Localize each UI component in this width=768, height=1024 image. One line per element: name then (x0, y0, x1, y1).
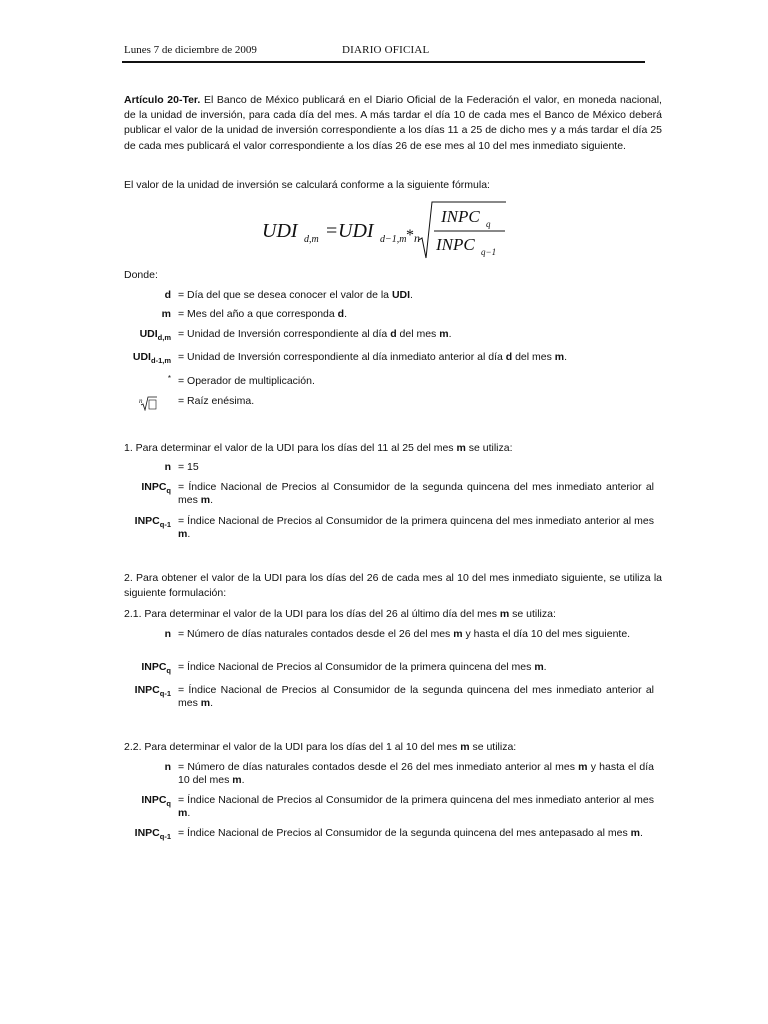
article-paragraph (124, 93, 662, 154)
formula-lhs: UDI (262, 220, 298, 242)
udi-formula (258, 198, 508, 262)
case22-n-symbol: n (164, 761, 171, 773)
page-header (124, 44, 644, 62)
case21-intro: 2.1. Para determinar el valor de la UDI para los días del 26 al último día del mes m se utiliza: (124, 608, 556, 620)
case1-inpcq-text: = Índice Nacional de Precios al Consumidor de la segunda quincena del mes inmediato anterior al mes m. (178, 481, 654, 506)
case22-inpcq-text: = Índice Nacional de Precios al Consumidor de la primera quincena del mes inmediato anterior al mes m. (178, 794, 654, 819)
article-text: El Banco de México publicará en el Diario Oficial de la Federación el valor, en moneda nacional, de la unidad de inversión, para cada día del mes. A más tardar el día 10 de cada mes el Banco de México deberá publicar el valor de la unidad de inversión correspondiente a los días 11 a 25 de dicho mes y a más tardar el día 25 de cada mes publicará el valor correspondiente a los días 26 de ese mes al 10 del mes inmediato siguiente. (124, 94, 662, 152)
def-star-symbol: * (167, 374, 171, 383)
case22-inpcq1-symbol: $INPC_{q-1}$ (134, 827, 171, 841)
case22-inpcq1-text: = Índice Nacional de Precios al Consumidor de la segunda quincena del mes antepasado al mes m. (178, 827, 643, 839)
case21-inpcq1-symbol: $INPC_{q-1}$ (134, 684, 171, 698)
svg-text:n: n (139, 397, 143, 405)
case1-n-text: = 15 (178, 461, 199, 473)
article-label: Artículo 20-Ter. (124, 94, 201, 106)
header-rule (122, 61, 645, 63)
case1-inpcq-symbol: $INPC_q$ (141, 481, 171, 495)
case1-n-symbol: n (164, 461, 171, 473)
case21-n-text: = Número de días naturales contados desde el 26 del mes m y hasta el día 10 del mes siguiente. (178, 628, 631, 640)
def-udi-d1m-symbol: $UDI_{d-1,m}$ (132, 351, 171, 365)
nth-root-icon (138, 395, 158, 411)
case1-inpcq1-symbol: $INPC_{q-1}$ (134, 515, 171, 529)
case22-inpcq-symbol: $INPC_q$ (141, 794, 171, 808)
case21-inpcq1-text: = Índice Nacional de Precios al Consumidor de la segunda quincena del mes inmediato anterior al mes m. (178, 684, 654, 709)
def-m-symbol: m (161, 308, 171, 320)
case22-n-text: = Número de días naturales contados desde el 26 del mes inmediato anterior al mes m y hasta el día 10 del mes m. (178, 761, 654, 786)
formula-num: INPC (441, 207, 480, 226)
case2-intro: 2. Para obtener el valor de la UDI para los días del 26 de cada mes al 10 del mes inmediato siguiente, se utiliza la siguiente formulación: (124, 572, 662, 600)
header-publication: DIARIO OFICIAL (342, 44, 430, 56)
formula-num-sub: q (486, 219, 491, 229)
case21-inpcq-text: = Índice Nacional de Precios al Consumidor de la primera quincena del mes m. (178, 661, 547, 673)
def-udi-dm-text: = Unidad de Inversión correspondiente al día d del mes m. (178, 328, 452, 340)
formula-den: INPC (436, 235, 475, 254)
formula-root-index: n (414, 231, 420, 245)
def-root-text: = Raíz enésima. (178, 395, 255, 407)
formula-op: * (406, 227, 414, 244)
def-m-text: = Mes del año a que corresponda d. (178, 308, 347, 320)
case1-inpcq1-text: = Índice Nacional de Precios al Consumidor de la primera quincena del mes inmediato anterior al mes m. (178, 515, 654, 540)
formula-rhs: UDI (338, 220, 374, 242)
def-d-text: = Día del que se desea conocer el valor de la UDI. (178, 289, 413, 301)
donde-label: Donde: (124, 269, 158, 281)
formula-rhs-sub: d−1,m (380, 234, 407, 245)
formula-den-sub: q−1 (481, 247, 497, 257)
def-star-text: = Operador de multiplicación. (178, 375, 315, 387)
case22-intro: 2.2. Para determinar el valor de la UDI para los días del 1 al 10 del mes m se utiliza: (124, 741, 517, 753)
case21-n-symbol: n (164, 628, 171, 640)
def-d-symbol: d (164, 289, 171, 301)
formula-eq: = (326, 220, 338, 242)
case21-inpcq-symbol: $INPC_q$ (141, 661, 171, 675)
header-date: Lunes 7 de diciembre de 2009 (124, 44, 257, 56)
formula-intro: El valor de la unidad de inversión se calculará conforme a la siguiente fórmula: (124, 179, 490, 191)
formula-lhs-sub: d,m (304, 234, 319, 245)
case1-intro: 1. Para determinar el valor de la UDI para los días del 11 al 25 del mes m se utiliza: (124, 442, 513, 454)
def-udi-dm-symbol: $UDI_{d,m}$ (139, 328, 171, 342)
def-udi-d1m-text: = Unidad de Inversión correspondiente al día inmediato anterior al día d del mes m. (178, 351, 568, 363)
